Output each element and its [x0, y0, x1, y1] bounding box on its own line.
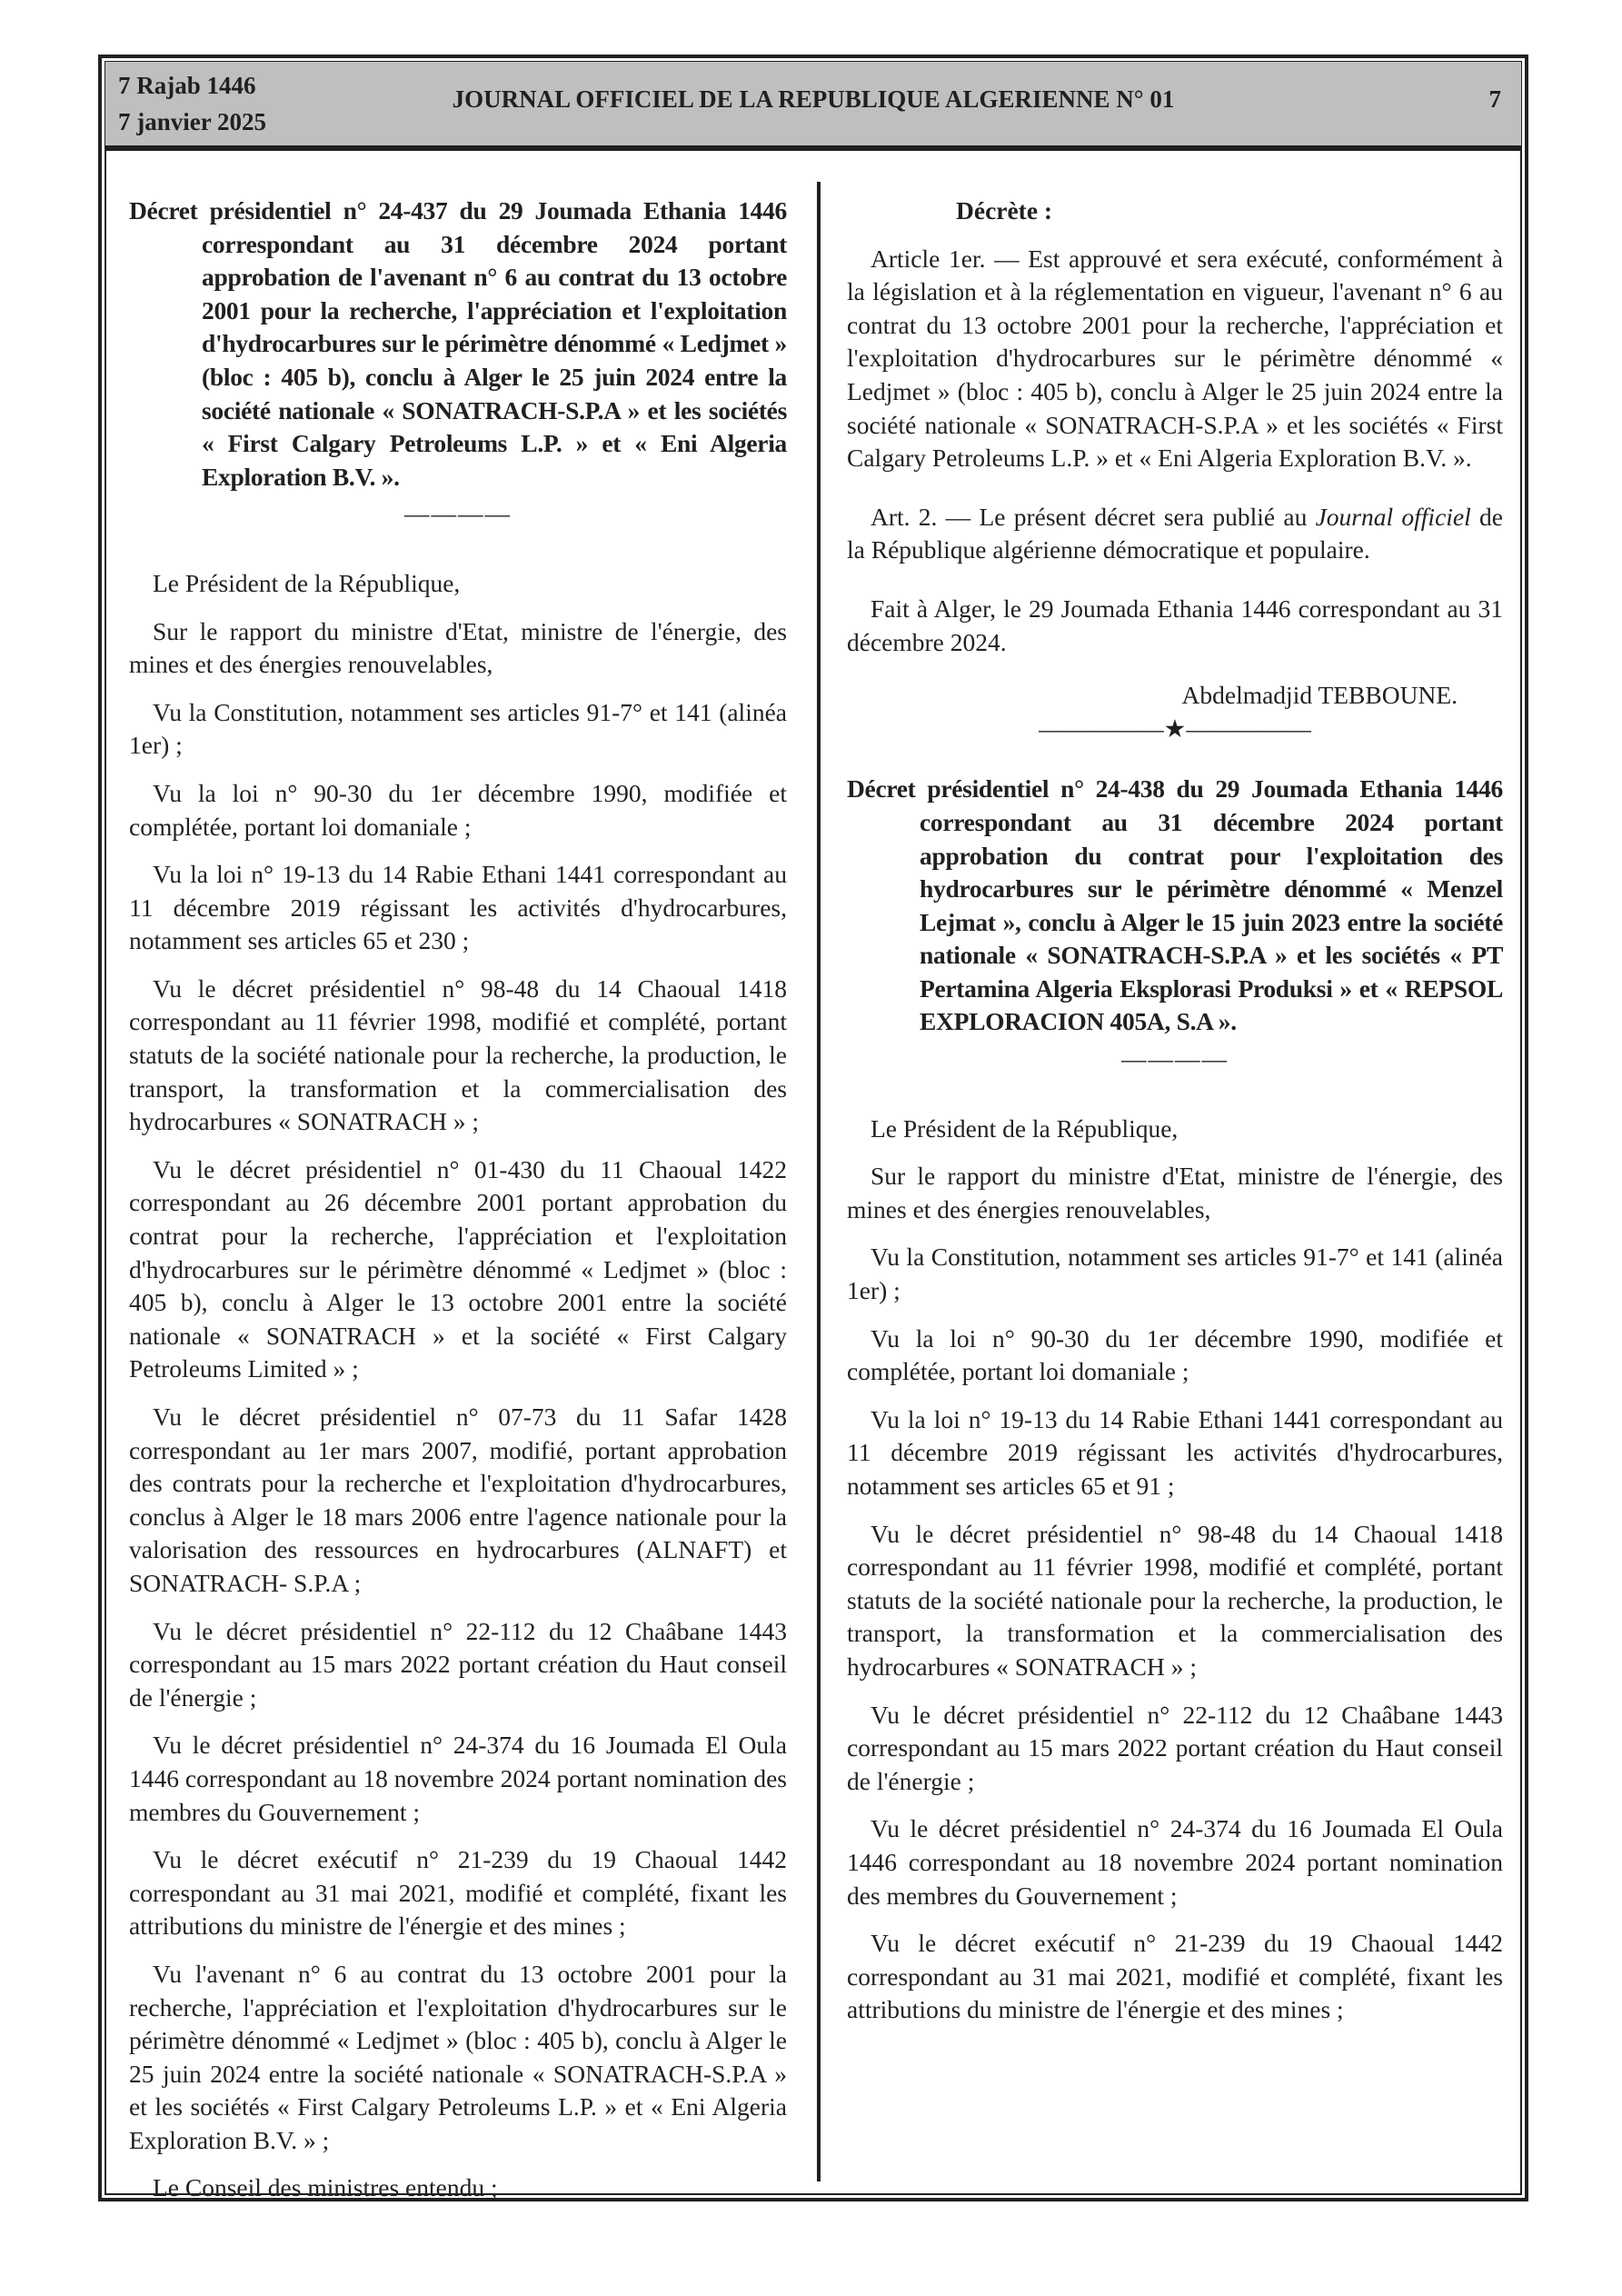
star-separator: —————★————— — [1039, 714, 1311, 743]
left-column — [129, 195, 787, 2220]
paragraph: Vu le décret présidentiel n° 98-48 du 14 Chaoual 1418 correspondant au 11 février 1998, modifié et complété, portant statuts de la société nationale pour la recherche, la production, le transport, la transformation et la commercialisation des hydrocarbures « SONATRACH » ; — [847, 1519, 1503, 1681]
paragraph: Vu le décret exécutif n° 21-239 du 19 Chaoual 1442 correspondant au 31 mai 2021, modifié et complété, fixant les attributions du ministre de l'énergie et des mines ; — [847, 1929, 1503, 2024]
article-1: Article 1er. — Est approuvé et sera exécuté, conformément à la législation et à la réglementation en vigueur, l'avenant n° 6 au contrat du 13 octobre 2001 pour la recherche, l'appréciation et l'exploitation d'hydrocarbures sur le périmètre dénommé « Ledjmet » (bloc : 405 b), conclu à Alger le 25 juin 2024 entre la société nationale « SONATRACH-S.P.A » et les sociétés « First Calgary Petroleums L.P. » et « Eni Algeria Exploration B.V. ». — [847, 244, 1503, 473]
paragraph: Vu le décret présidentiel n° 22-112 du 12 Chaâbane 1443 correspondant au 15 mars 2022 portant création du Haut conseil de l'énergie ; — [129, 1616, 787, 1712]
paragraph: Vu le décret présidentiel n° 98-48 du 14 Chaoual 1418 correspondant au 11 février 1998, modifié et complété, portant statuts de la société nationale pour la recherche, la production, le transport, la transformation et la commercialisation des hydrocarbures « SONATRACH » ; — [129, 973, 787, 1136]
paragraph: Sur le rapport du ministre d'Etat, ministre de l'énergie, des mines et des énergies renouvelables, — [847, 1162, 1503, 1223]
paragraph: Vu la loi n° 90-30 du 1er décembre 1990, modifiée et complétée, portant loi domaniale ; — [847, 1323, 1503, 1386]
paragraph: Le Président de la République, — [871, 1113, 1179, 1143]
paragraph: Vu la loi n° 19-13 du 14 Rabie Ethani 1441 correspondant au 11 décembre 2019 régissant les activités d'hydrocarbures, notamment ses articles 65 et 91 ; — [847, 1404, 1503, 1500]
paragraph: Le Conseil des ministres entendu ; — [153, 2173, 498, 2202]
paragraph: Vu le décret présidentiel n° 01-430 du 11 Chaoual 1422 correspondant au 26 décembre 2001 portant approbation du contrat pour la recherche, l'appréciation et l'exploitation d'hydrocarbures sur le périmètre dénommé « Ledjmet » (bloc : 405 b), conclu à Alger le 13 octobre 2001 entre la société nationale « SONATRACH » et la société « First Calgary Petroleums Limited » ; — [129, 1154, 787, 1383]
right-column — [847, 195, 1503, 2041]
article-2-text-end: de la République algérienne démocratique et populaire. — [847, 502, 1504, 564]
paragraph: Vu le décret exécutif n° 21-239 du 19 Chaoual 1442 correspondant au 31 mai 2021, modifié et complété, fixant les attributions du ministre de l'énergie et des mines ; — [129, 1845, 787, 1941]
paragraph: Vu le décret présidentiel n° 24-374 du 16 Joumada El Oula 1446 correspondant au 18 novembre 2024 portant nomination des membres du Gouvernement ; — [129, 1731, 788, 1826]
gregorian-date: 7 janvier 2025 — [118, 108, 266, 135]
journal-header — [105, 62, 1521, 151]
decree-title-24-438: Décret présidentiel n° 24-438 du 29 Joumada Ethania 1446 correspondant au 31 décembre 2024 portant approbation du contrat pour l'exploitation des hydrocarbures sur le périmètre dénommé « Menzel Lejmat », conclu à Alger le 15 juin 2023 entre la société nationale « SONATRACH-S.P.A » et les sociétés « PT Pertamina Algeria Eksplorasi Produksi » et « REPSOL EXPLORACION 405A, S.A ». — [847, 774, 1503, 1036]
decrete-heading: Décrète : — [956, 196, 1053, 225]
paragraph: Vu le décret présidentiel n° 22-112 du 12 Chaâbane 1443 correspondant au 15 mars 2022 portant création du Haut conseil de l'énergie ; — [847, 1700, 1503, 1795]
paragraph: Vu la Constitution, notamment ses articles 91-7° et 141 (alinéa 1er) ; — [847, 1243, 1503, 1305]
page-number: 7 — [1488, 85, 1501, 113]
decree-title-24-437: Décret présidentiel n° 24-437 du 29 Joumada Ethania 1446 correspondant au 31 décembre 2024 portant approbation de l'avenant n° 6 au contrat du 13 octobre 2001 pour la recherche, l'appréciation et l'exploitation d'hydrocarbures sur le périmètre dénommé « Ledjmet » (bloc : 405 b), conclu à Alger le 25 juin 2024 entre la société nationale « SONATRACH-S.P.A » et les sociétés « First Calgary Petroleums L.P. » et « Eni Algeria Exploration B.V. ». — [129, 196, 787, 491]
paragraph: Vu l'avenant n° 6 au contrat du 13 octobre 2001 pour la recherche, l'appréciation et l'exploitation d'hydrocarbures sur le périmètre dénommé « Ledjmet » (bloc : 405 b), conclu à Alger le 25 juin 2024 entre la société nationale « SONATRACH-S.P.A » et les sociétés « First Calgary Petroleums L.P. » et « Eni Algeria Exploration B.V. » ; — [129, 1959, 787, 2154]
paragraph: Vu la Constitution, notamment ses articles 91-7° et 141 (alinéa 1er) ; — [129, 697, 787, 760]
right-paragraphs — [847, 1113, 1503, 2027]
journal-officiel: Journal officiel — [1315, 502, 1471, 531]
done-at: Fait à Alger, le 29 Joumada Ethania 1446 correspondant au 31 décembre 2024. — [847, 594, 1503, 656]
signature: Abdelmadjid TEBBOUNE. — [1181, 681, 1458, 710]
paragraph: Vu le décret présidentiel n° 07-73 du 11 Safar 1428 correspondant au 1er mars 2007, modifié, portant approbation des contrats pour la recherche et l'exploitation d'hydrocarbures, conclus à Alger le 18 mars 2006 entre l'agence nationale pour la valorisation des ressources en hydrocarbures (ALNAFT) et SONATRACH- S.P.A ; — [129, 1403, 787, 1597]
article-2-text: Art. 2. — Le présent décret sera publié au — [871, 502, 1316, 531]
paragraph: Le Président de la République, — [153, 568, 461, 597]
left-paragraphs — [129, 567, 787, 2205]
paragraph: Vu la loi n° 90-30 du 1er décembre 1990, modifiée et complétée, portant loi domaniale ; — [129, 778, 787, 841]
journal-title: JOURNAL OFFICIEL DE LA REPUBLIQUE ALGERIENNE N° 01 — [452, 85, 1175, 113]
column-divider — [817, 182, 821, 2181]
separator: ———— — [404, 499, 512, 528]
hijri-date: 7 Rajab 1446 — [118, 72, 256, 99]
paragraph: Vu le décret présidentiel n° 24-374 du 16 Joumada El Oula 1446 correspondant au 18 novembre 2024 portant nomination des membres du Gouvernement ; — [847, 1814, 1503, 1910]
separator: ———— — [1121, 1044, 1229, 1073]
article-2 — [847, 501, 1503, 567]
paragraph: Sur le rapport du ministre d'Etat, ministre de l'énergie, des mines et des énergies renouvelables, — [129, 616, 787, 679]
paragraph: Vu la loi n° 19-13 du 14 Rabie Ethani 1441 correspondant au 11 décembre 2019 régissant les activités d'hydrocarbures, notamment ses articles 65 et 230 ; — [129, 860, 787, 955]
